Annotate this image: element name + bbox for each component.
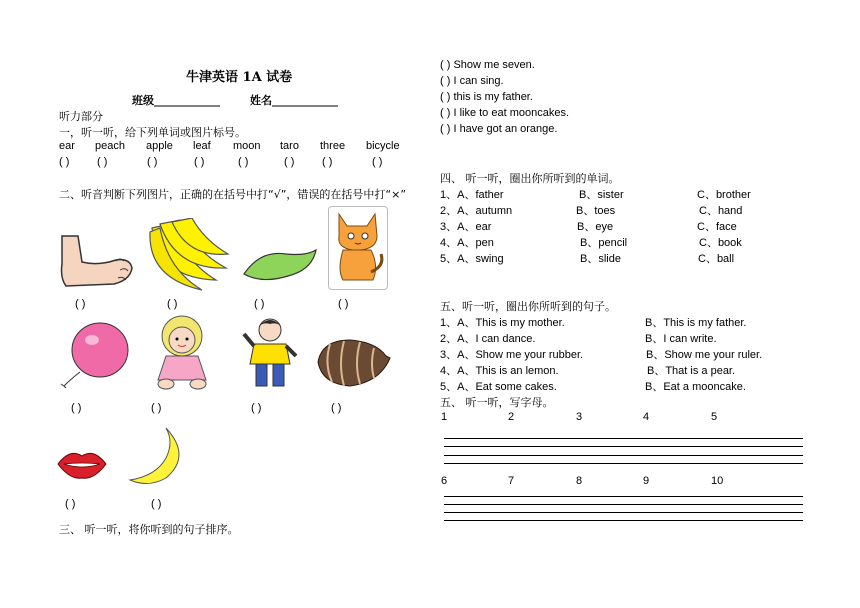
choice-option[interactable]: 5、A、Eat some cakes. (440, 381, 557, 393)
answer-blank[interactable]: ( ) (440, 59, 451, 71)
part1-instruction: 一，听一听，给下列单词或图片标号。 (59, 126, 246, 139)
choice-option[interactable]: 5、A、swing (440, 253, 504, 265)
choice-option[interactable]: C、brother (697, 189, 751, 201)
answer-blank[interactable]: ( ) (322, 156, 333, 168)
part6-instruction: 五、 听一听，写字母。 (440, 396, 554, 409)
blank-number: 6 (441, 475, 448, 487)
writing-line[interactable] (444, 496, 803, 497)
blank-number: 8 (576, 475, 583, 487)
choice-option[interactable]: B、eye (577, 221, 614, 233)
answer-blank[interactable]: ( ) (75, 298, 86, 310)
lips-picture (56, 446, 108, 482)
class-field-label[interactable]: 班级____________ (132, 94, 220, 107)
answer-blank[interactable]: ( ) (338, 298, 349, 310)
choice-option[interactable]: 4、A、pen (440, 237, 494, 249)
answer-blank[interactable]: ( ) (59, 156, 70, 168)
writing-line[interactable] (444, 512, 803, 513)
blank-number: 1 (441, 411, 448, 423)
section-label: 听力部分 (59, 110, 103, 123)
blank-number: 3 (576, 411, 583, 423)
word-bicycle: bicycle (366, 140, 400, 152)
answer-blank[interactable]: ( ) (97, 156, 108, 168)
sentence-item: ( ) Show me seven. (440, 59, 535, 71)
blank-number: 10 (711, 475, 724, 487)
answer-blank[interactable]: ( ) (372, 156, 383, 168)
word-ear: ear (59, 140, 75, 152)
bean-pod-picture (240, 246, 318, 286)
choice-option[interactable]: C、face (697, 221, 737, 233)
choice-option[interactable]: 3、A、ear (440, 221, 492, 233)
answer-blank[interactable]: ( ) (440, 75, 451, 87)
answer-blank[interactable]: ( ) (254, 298, 265, 310)
doll-picture (152, 314, 214, 390)
choice-option[interactable]: B、Show me your ruler. (646, 349, 763, 361)
word-apple: apple (146, 140, 173, 152)
blank-number: 7 (508, 475, 515, 487)
part4-instruction: 四、 听一听，圈出你所听到的单词。 (440, 172, 620, 185)
sentence-item: ( ) I like to eat mooncakes. (440, 107, 570, 119)
choice-option[interactable]: B、toes (576, 205, 616, 217)
writing-line[interactable] (444, 520, 803, 521)
writing-line[interactable] (444, 463, 803, 464)
sentence-item: ( ) this is my father. (440, 91, 533, 103)
answer-blank[interactable]: ( ) (167, 298, 178, 310)
answer-blank[interactable]: ( ) (251, 402, 262, 414)
answer-blank[interactable]: ( ) (440, 123, 451, 135)
sentence-item: ( ) I can sing. (440, 75, 504, 87)
word-taro: taro (280, 140, 299, 152)
part3-instruction: 三、 听一听，将你听到的句子排序。 (59, 523, 239, 536)
answer-blank[interactable]: ( ) (284, 156, 295, 168)
blank-number: 2 (508, 411, 515, 423)
answer-blank[interactable]: ( ) (147, 156, 158, 168)
banana-picture (146, 218, 230, 292)
choice-option[interactable]: C、ball (698, 253, 735, 265)
choice-option[interactable]: B、sister (579, 189, 624, 201)
choice-option[interactable]: B、Eat a mooncake. (645, 381, 746, 393)
blank-number: 5 (711, 411, 718, 423)
choice-option[interactable]: 1、A、This is my mother. (440, 317, 565, 329)
answer-blank[interactable]: ( ) (65, 498, 76, 510)
writing-line[interactable] (444, 438, 803, 439)
balloon-picture (58, 320, 130, 390)
answer-blank[interactable]: ( ) (440, 91, 451, 103)
blank-number: 4 (643, 411, 650, 423)
choice-option[interactable]: 2、A、autumn (440, 205, 513, 217)
writing-line[interactable] (444, 455, 803, 456)
choice-option[interactable]: 1、A、father (440, 189, 504, 201)
word-leaf: leaf (193, 140, 211, 152)
choice-option[interactable]: B、pencil (580, 237, 628, 249)
word-moon: moon (233, 140, 261, 152)
answer-blank[interactable]: ( ) (194, 156, 205, 168)
choice-option[interactable]: C、book (699, 237, 742, 249)
choice-option[interactable]: B、This is my father. (645, 317, 747, 329)
choice-option[interactable]: 3、A、Show me your rubber. (440, 349, 584, 361)
part2-instruction: 二、听音判断下列图片，正确的在括号中打“√”，错误的在括号中打“×” (59, 188, 407, 201)
answer-blank[interactable]: ( ) (440, 107, 451, 119)
page-title: 牛津英语 1A 试卷 (186, 70, 293, 85)
choice-option[interactable]: 4、A、This is an lemon. (440, 365, 559, 377)
choice-option[interactable]: B、I can write. (645, 333, 717, 345)
foot-picture (58, 234, 134, 290)
moon-picture (126, 426, 192, 486)
choice-option[interactable]: B、That is a pear. (647, 365, 736, 377)
writing-line[interactable] (444, 446, 803, 447)
answer-blank[interactable]: ( ) (151, 498, 162, 510)
choice-option[interactable]: 2、A、I can dance. (440, 333, 536, 345)
blank-number: 9 (643, 475, 650, 487)
answer-blank[interactable]: ( ) (238, 156, 249, 168)
choice-option[interactable]: C、hand (699, 205, 743, 217)
boy-picture (242, 316, 298, 392)
answer-blank[interactable]: ( ) (331, 402, 342, 414)
answer-blank[interactable]: ( ) (71, 402, 82, 414)
word-peach: peach (95, 140, 125, 152)
cat-picture (331, 210, 385, 284)
part5-instruction: 五、听一听，圈出你所听到的句子。 (440, 300, 616, 313)
choice-option[interactable]: B、slide (580, 253, 621, 265)
writing-line[interactable] (444, 504, 803, 505)
taro-picture (314, 336, 392, 390)
sentence-item: ( ) I have got an orange. (440, 123, 558, 135)
answer-blank[interactable]: ( ) (151, 402, 162, 414)
word-three: three (320, 140, 346, 152)
name-field-label[interactable]: 姓名____________ (250, 94, 338, 107)
